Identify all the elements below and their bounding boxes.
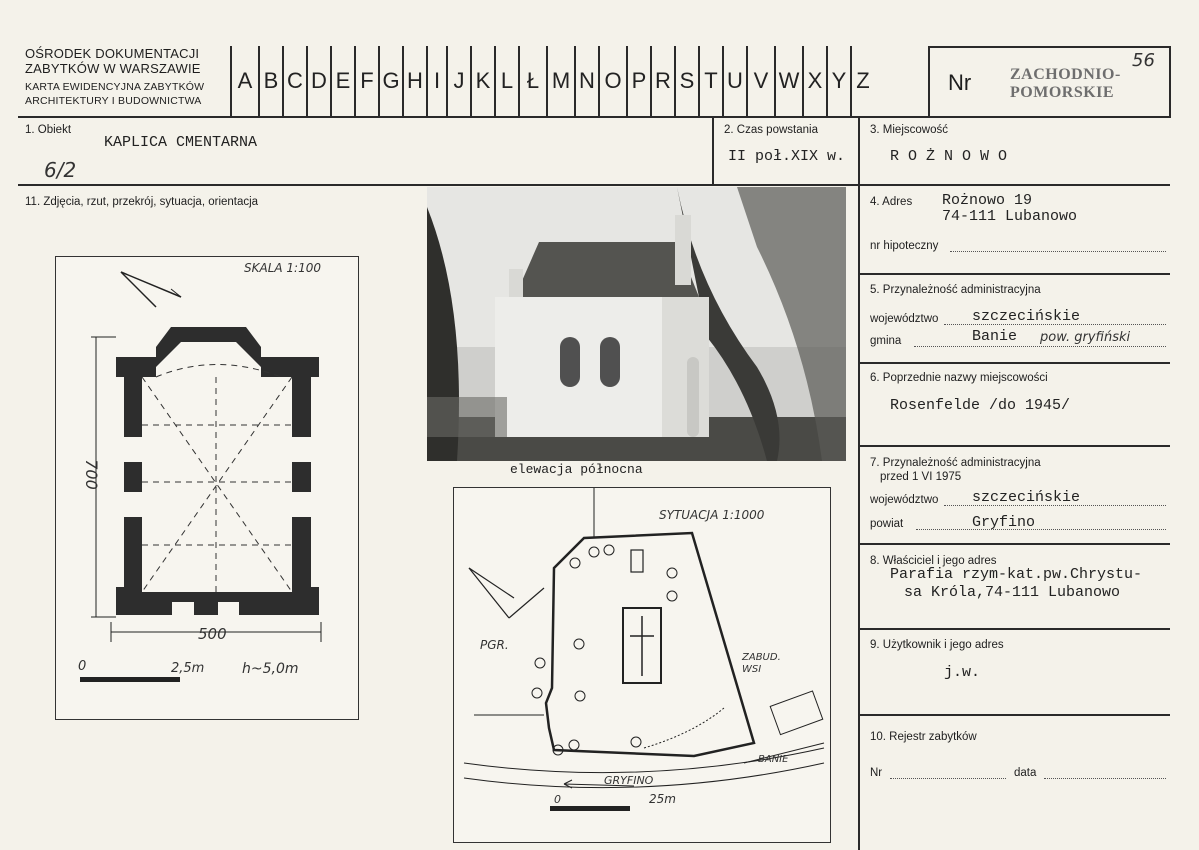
letter-cell: C (282, 46, 306, 116)
adres-line1: Rożnowo 19 (942, 192, 1033, 209)
miejscowosc-label: 3. Miejscowość (870, 124, 948, 136)
photo-caption: elewacja północna (510, 462, 643, 477)
obiekt-value: KAPLICA CMENTARNA (104, 134, 258, 151)
card-subtitle (25, 80, 204, 108)
divider-header (18, 116, 1170, 118)
wlasciciel-label: 8. Właściciel i jego adres (870, 555, 997, 567)
gmina-note: pow. gryfiński (1040, 330, 1131, 345)
institution-name (25, 46, 201, 76)
letter-cell: P (626, 46, 650, 116)
nr-box (928, 46, 1171, 118)
uzytkownik-value: j.w. (944, 664, 981, 681)
plan-dim-vertical: 700 (81, 459, 101, 490)
czas-value: II poł.XIX w. (728, 148, 846, 165)
alphabet-index (230, 46, 874, 116)
plan-scale: SKALA 1:100 (244, 261, 321, 275)
stamp-line-1: ZACHODNIO- (1010, 66, 1121, 83)
letter-cell: Z (850, 46, 874, 116)
letter-cell: U (722, 46, 746, 116)
czas-label: 2. Czas powstania (724, 124, 818, 136)
letter-cell: X (802, 46, 826, 116)
letter-cell: O (598, 46, 626, 116)
letter-cell: I (426, 46, 446, 116)
situation-road-right: BANIE (758, 754, 789, 765)
letter-cell: K (470, 46, 494, 116)
adres-label: 4. Adres (870, 196, 913, 208)
poprzednie-label: 6. Poprzednie nazwy miejscowości (870, 372, 1048, 384)
divider-r4 (858, 273, 1170, 275)
plan-dim-horizontal: 500 (198, 625, 227, 643)
rejestr-data-field (1044, 778, 1166, 779)
zdjecia-label: 11. Zdjęcia, rzut, przekrój, sytuacja, orientacja (25, 196, 259, 208)
woj-value: szczecińskie (972, 308, 1081, 325)
divider-r8 (858, 628, 1170, 630)
rejestr-label: 10. Rejestr zabytków (870, 731, 977, 743)
przynaleznosc-1975-label-1: 7. Przynależność administracyjna (870, 457, 1041, 469)
hipoteczny-field (950, 251, 1166, 252)
gmina-value: Banie (972, 328, 1018, 345)
poprzednie-value: Rosenfelde /do 1945/ (890, 397, 1071, 414)
situation-zabud-line-1: ZABUD. (742, 652, 781, 663)
subtitle-line-2: ARCHITEKTURY I BUDOWNICTWA (25, 95, 202, 107)
letter-cell: E (330, 46, 354, 116)
floor-plan (55, 256, 359, 720)
powiat-field (916, 529, 1166, 530)
divider-r7 (858, 543, 1170, 545)
letter-cell: Y (826, 46, 850, 116)
situation-plan (453, 487, 831, 843)
letter-cell: D (306, 46, 330, 116)
situation-zabud-line-2: WSI (742, 664, 762, 675)
chapel-photo (427, 187, 846, 461)
gmina-label: gmina (870, 335, 902, 347)
wlasciciel-line2: sa Króla,74-111 Lubanowo (904, 584, 1121, 601)
rejestr-data-label: data (1014, 767, 1037, 779)
letter-cell: J (446, 46, 470, 116)
situation-pgr: PGR. (480, 638, 509, 652)
subtitle-line-1: KARTA EWIDENCYJNA ZABYTKÓW (25, 81, 205, 93)
letter-cell: H (402, 46, 426, 116)
situation-bar-end: 25m (649, 792, 676, 806)
letter-cell: F (354, 46, 378, 116)
divider-r5 (858, 362, 1170, 364)
przynaleznosc-label: 5. Przynależność administracyjna (870, 284, 1041, 296)
miejscowosc-value: R O Ż N O W O (890, 148, 1008, 165)
letter-cell: L (494, 46, 518, 116)
divider-row1 (18, 184, 1170, 186)
handwritten-nr: 56 (1132, 50, 1155, 71)
woj1975-value: szczecińskie (972, 489, 1081, 506)
wlasciciel-line1: Parafia rzym-kat.pw.Chrystu- (890, 566, 1143, 583)
obiekt-note: 6/2 (44, 158, 77, 182)
divider-r6 (858, 445, 1170, 447)
plan-bar-zero: 0 (78, 659, 87, 674)
divider-r9 (858, 714, 1170, 716)
stamp-line-2: POMORSKIE (1010, 84, 1115, 101)
divider-v2 (858, 116, 860, 850)
gmina-field (914, 346, 1166, 347)
letter-cell: T (698, 46, 722, 116)
situation-scale: SYTUACJA 1:1000 (659, 508, 765, 522)
letter-cell: V (746, 46, 774, 116)
letter-cell: R (650, 46, 674, 116)
letter-cell: Ł (518, 46, 546, 116)
letter-cell: S (674, 46, 698, 116)
institution-line-1: OŚRODEK DOKUMENTACJI (25, 46, 200, 61)
woj-label: województwo (870, 313, 939, 325)
situation-bar-zero: 0 (554, 793, 561, 806)
letter-cell: W (774, 46, 802, 116)
hipoteczny-label: nr hipoteczny (870, 240, 939, 252)
situation-zabud (742, 652, 781, 676)
nr-label: Nr (948, 70, 972, 95)
situation-road-left: GRYFINO (604, 774, 654, 787)
institution-line-2: ZABYTKÓW W WARSZAWIE (25, 61, 201, 76)
powiat-value: Gryfino (972, 514, 1036, 531)
przynaleznosc-1975-label-2: przed 1 VI 1975 (880, 471, 962, 483)
plan-height: h~5,0m (242, 661, 299, 677)
letter-cell: B (258, 46, 282, 116)
letter-cell: G (378, 46, 402, 116)
divider-v1 (712, 116, 714, 186)
obiekt-label: 1. Obiekt (25, 124, 72, 136)
uzytkownik-label: 9. Użytkownik i jego adres (870, 639, 1004, 651)
letter-cell: A (230, 46, 258, 116)
rejestr-nr-label: Nr (870, 767, 883, 779)
woj1975-label: województwo (870, 494, 939, 506)
region-stamp (1010, 66, 1121, 102)
adres-line2: 74-111 Lubanowo (942, 208, 1078, 225)
letter-cell: M (546, 46, 574, 116)
powiat-label: powiat (870, 518, 904, 530)
letter-cell: N (574, 46, 598, 116)
rejestr-nr-field (890, 778, 1006, 779)
plan-bar-end: 2,5m (171, 661, 205, 676)
